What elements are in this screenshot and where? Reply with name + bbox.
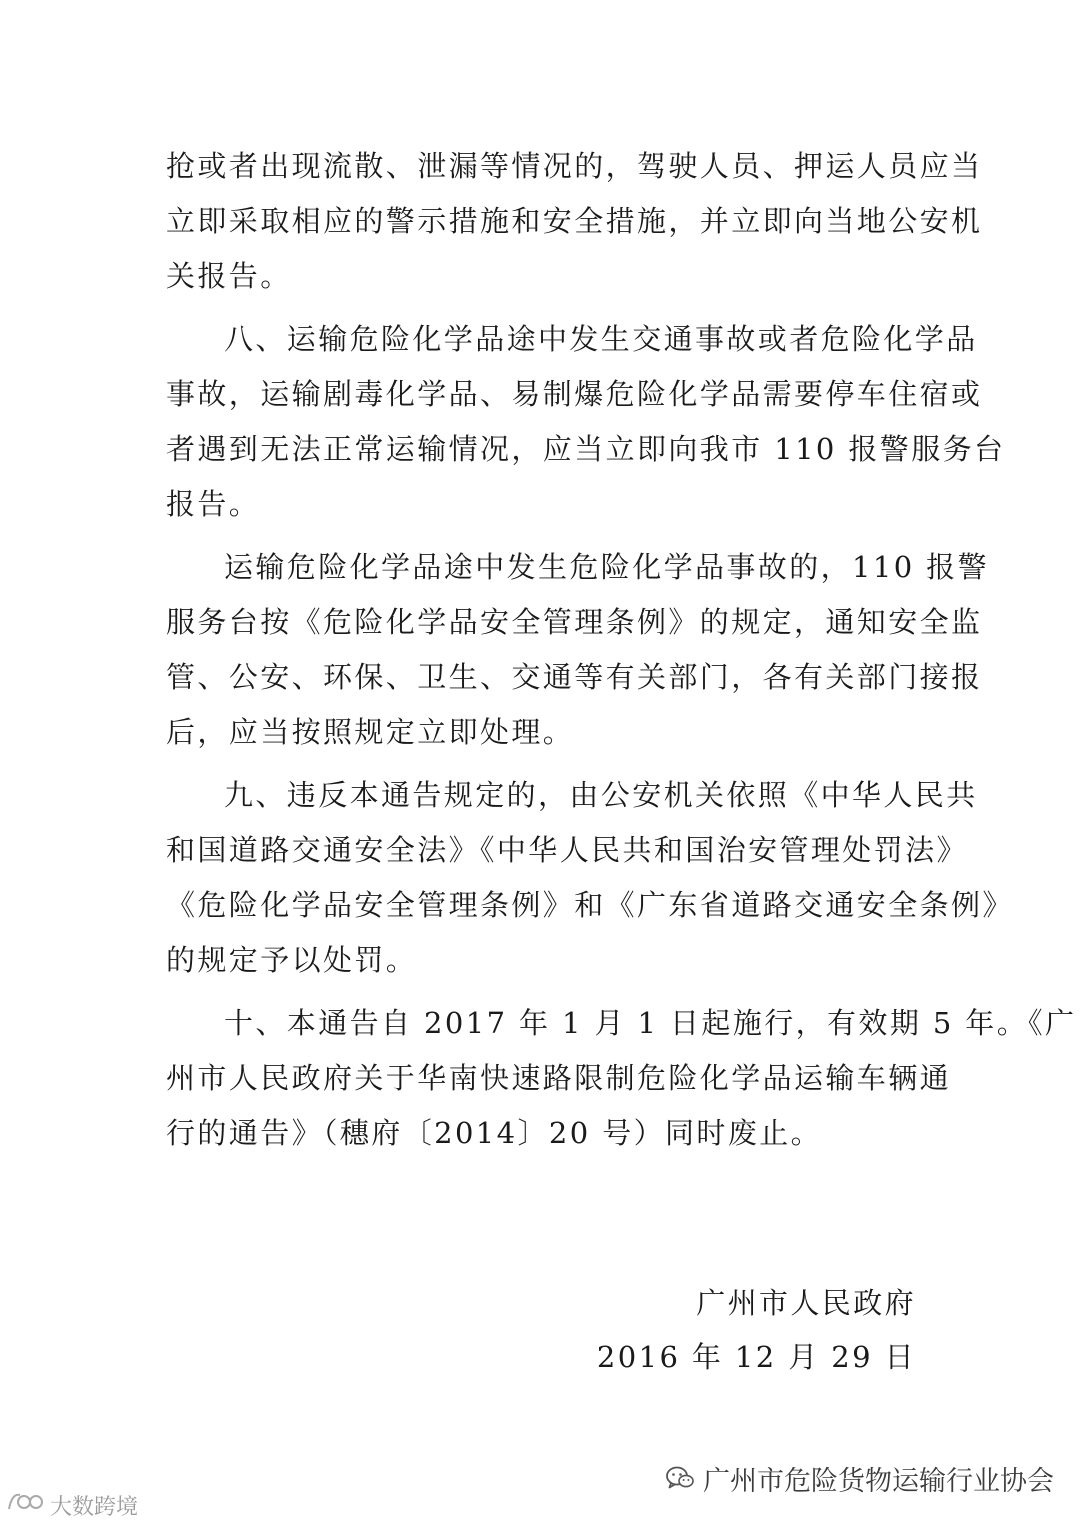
text-line: 的规定予以处罚。 (166, 943, 418, 977)
wechat-watermark (665, 1458, 1054, 1498)
text-line: 抢或者出现流散、泄漏等情况的，驾驶人员、押运人员应当 (166, 149, 983, 183)
text-line: 行的通告》（穗府〔2014〕20 号）同时废止。 (166, 1116, 823, 1150)
text-line: 事故，运输剧毒化学品、易制爆危险化学品需要停车住宿或 (166, 377, 983, 411)
signature-organization: 广州市人民政府 (696, 1286, 916, 1320)
text-line: 州市人民政府关于华南快速路限制危险化学品运输车辆通 (166, 1061, 952, 1095)
text-line: 者遇到无法正常运输情况，应当立即向我市 110 报警服务台 (166, 432, 1006, 466)
signature-date: 2016 年 12 月 29 日 (596, 1340, 916, 1374)
text-line: 八、运输危险化学品途中发生交通事故或者危险化学品 (224, 322, 978, 356)
text-line: 九、违反本通告规定的，由公安机关依照《中华人民共 (224, 778, 978, 812)
text-line: 关报告。 (166, 259, 292, 293)
paragraph-gap (166, 760, 918, 768)
logo-icon (6, 1489, 46, 1521)
paragraph-gap (166, 532, 918, 540)
paragraph-gap (166, 988, 918, 996)
text-line: 立即采取相应的警示措施和安全措施，并立即向当地公安机 (166, 204, 983, 238)
text-line: 后，应当按照规定立即处理。 (166, 715, 575, 749)
text-line: 管、公安、环保、卫生、交通等有关部门，各有关部门接报 (166, 660, 983, 694)
wechat-icon (665, 1465, 695, 1491)
paragraph-gap (166, 304, 918, 312)
text-line: 服务台按《危险化学品安全管理条例》的规定，通知安全监 (166, 605, 983, 639)
wechat-watermark-text: 广州市危险货物运输行业协会 (703, 1465, 1054, 1497)
text-line: 报告。 (166, 487, 261, 521)
site-watermark (6, 1488, 138, 1522)
document-body (166, 139, 1077, 1161)
site-watermark-text: 大数跨境 (50, 1494, 139, 1520)
text-line: 《危险化学品安全管理条例》和《广东省道路交通安全条例》 (166, 888, 1014, 922)
text-line: 和国道路交通安全法》《中华人民共和国治安管理处罚法》 (166, 833, 968, 867)
text-line: 十、本通告自 2017 年 1 月 1 日起施行，有效期 5 年。《广 (224, 1006, 1077, 1040)
text-line: 运输危险化学品途中发生危险化学品事故的，110 报警 (224, 550, 989, 584)
